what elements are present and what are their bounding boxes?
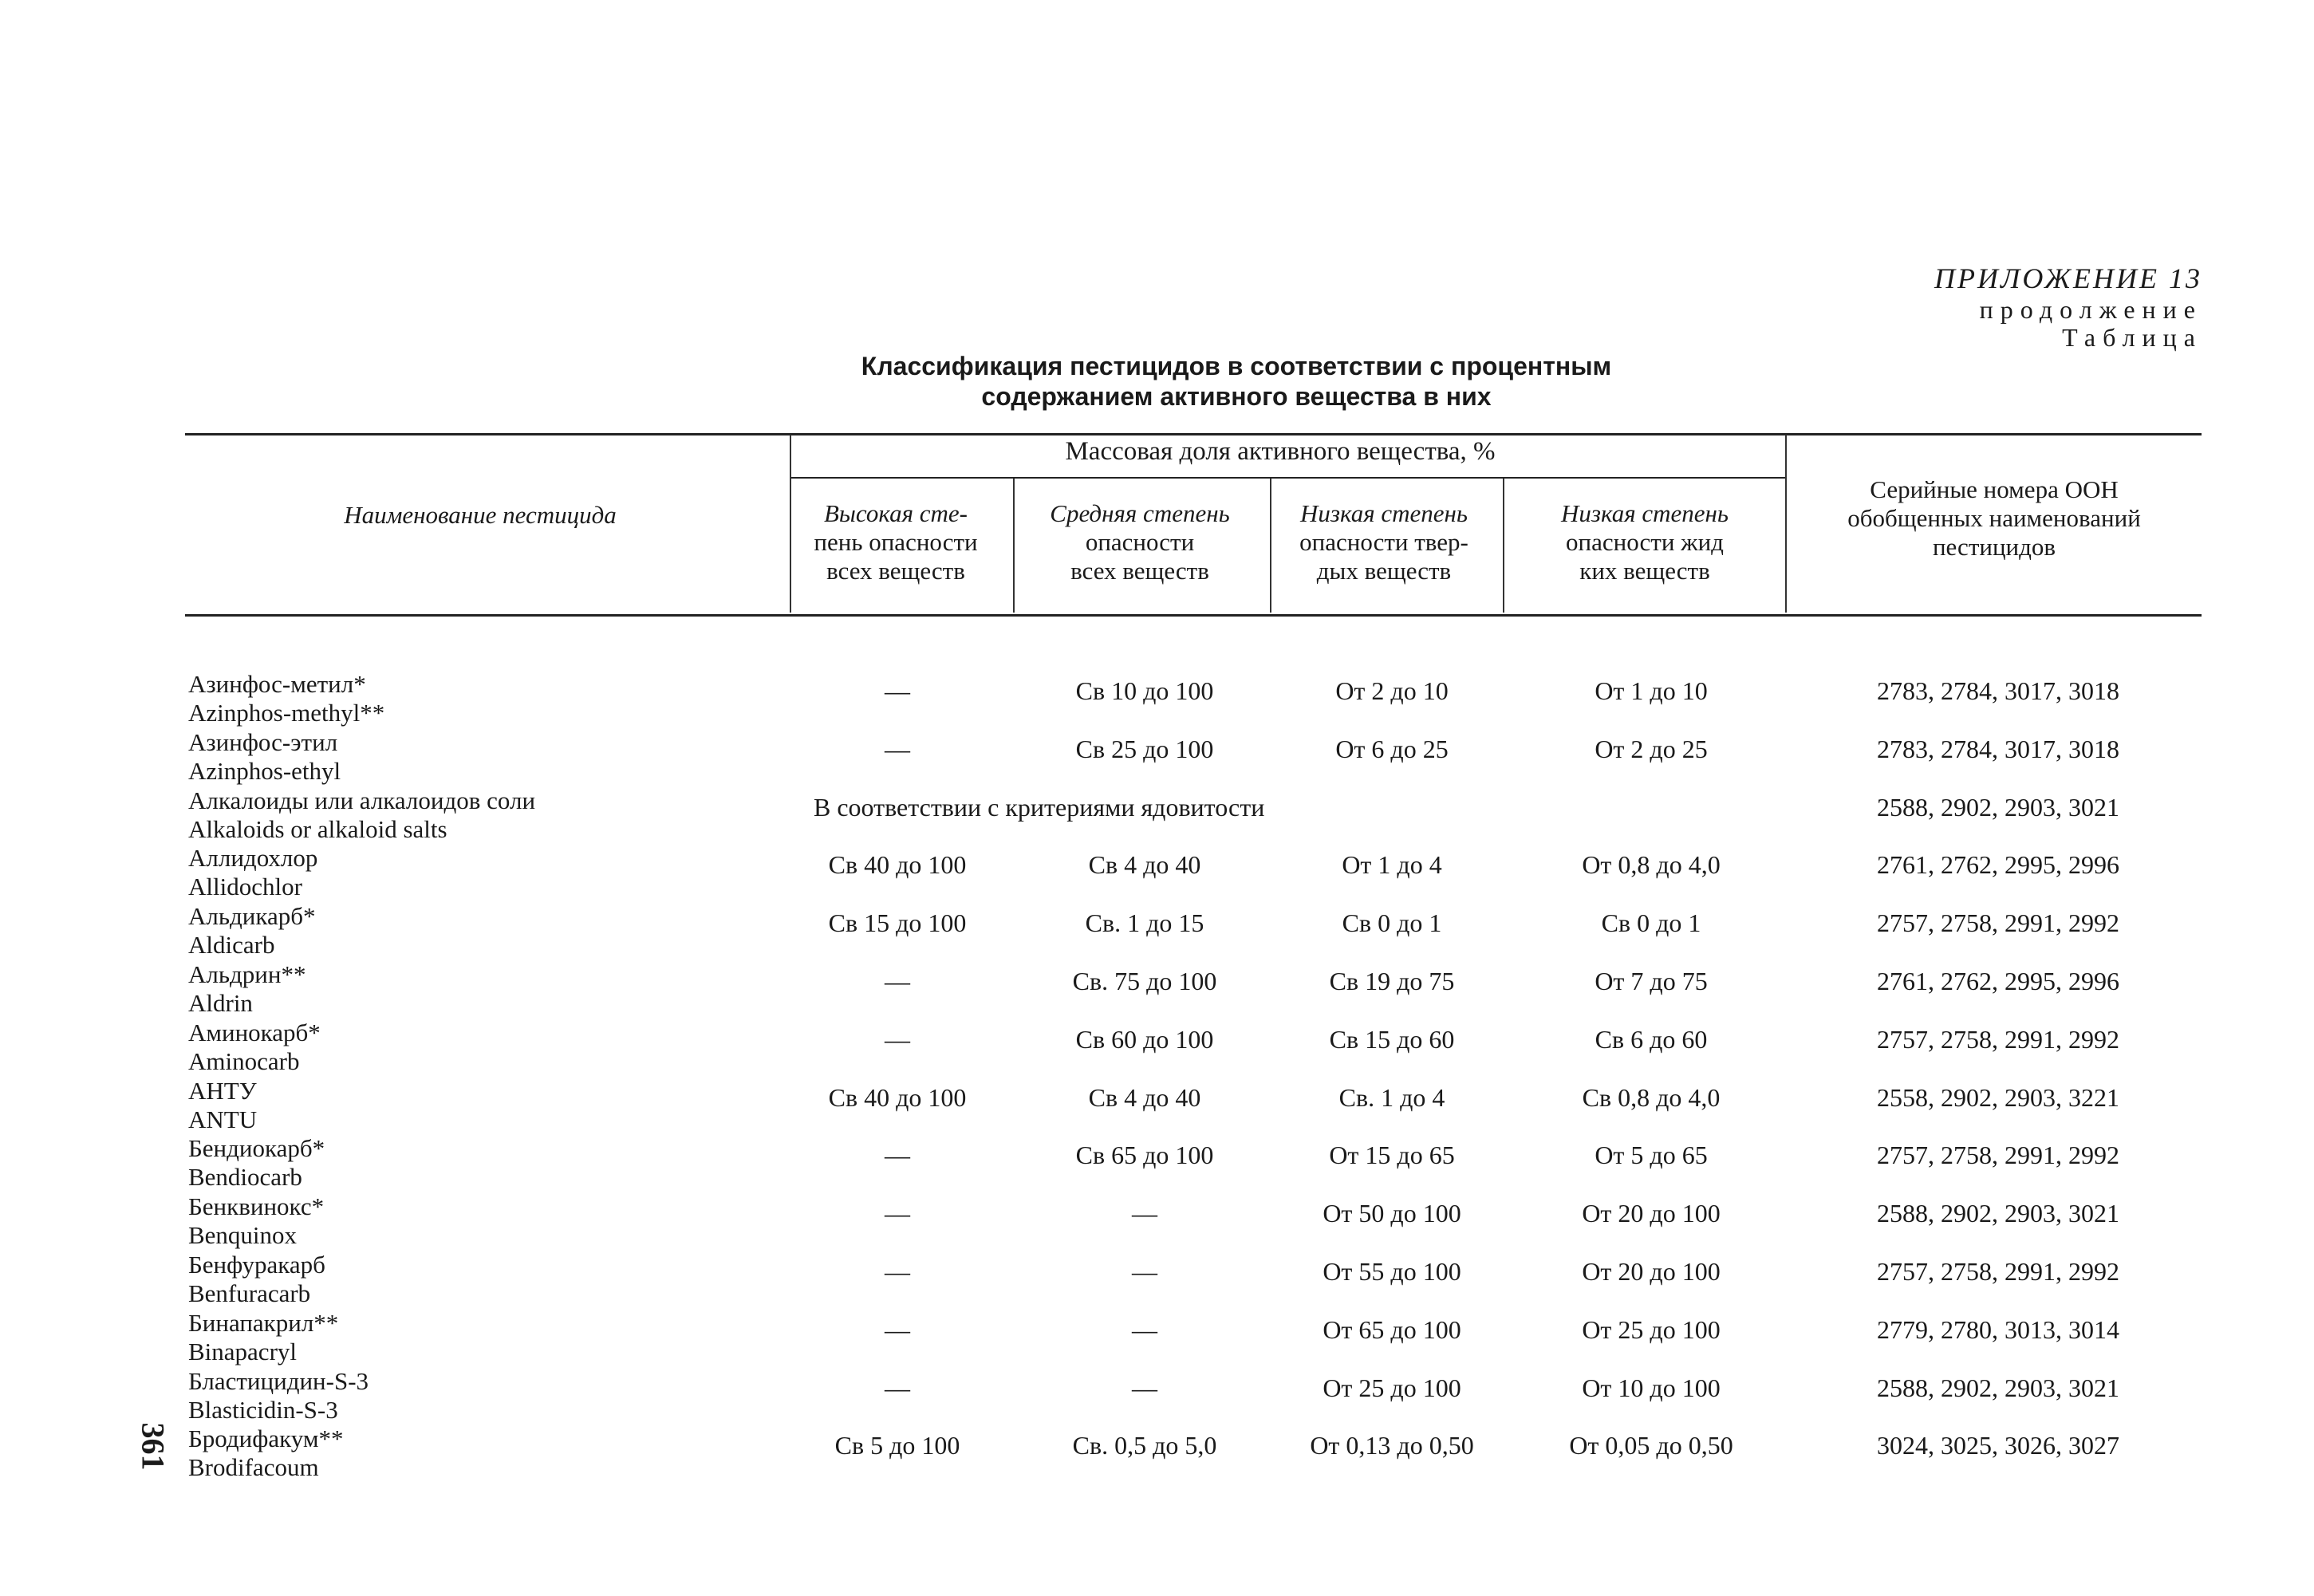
- medium-hazard-value: Св. 1 до 15: [1085, 908, 1204, 938]
- pesticide-name-ru: Аллидохлор: [188, 844, 318, 873]
- pesticide-name-en: Benfuracarb: [188, 1279, 311, 1307]
- low-solid-value: От 1 до 4: [1342, 850, 1442, 880]
- pesticide-name: [188, 1367, 369, 1425]
- low-solid-value: От 55 до 100: [1323, 1257, 1461, 1286]
- pesticide-name-en: Bendiocarb: [188, 1163, 302, 1192]
- pesticide-name-en: Binapacryl: [188, 1337, 298, 1365]
- pesticide-name: [188, 1192, 324, 1250]
- header-low-solid-line: опасности твер-: [1299, 528, 1468, 556]
- low-solid-value: От 0,13 до 0,50: [1310, 1431, 1474, 1460]
- low-liquid-value: Св 0,8 до 4,0: [1582, 1082, 1721, 1112]
- medium-hazard-value: Св 4 до 40: [1088, 1082, 1201, 1112]
- low-solid-value: От 25 до 100: [1323, 1373, 1461, 1402]
- pesticide-name-en: Aminocarb: [188, 1046, 300, 1075]
- table-row: [0, 902, 2314, 960]
- table-row: [0, 670, 2314, 727]
- header-top-rule: [185, 433, 2202, 435]
- low-liquid-value: От 25 до 100: [1582, 1314, 1721, 1344]
- high-hazard-value: —: [885, 734, 910, 763]
- pesticide-name-en: Aldrin: [188, 989, 253, 1017]
- pesticide-name: [188, 1077, 257, 1134]
- header-low-liquid: [1503, 499, 1787, 585]
- pesticide-name-ru: Азинфос-этил: [188, 727, 338, 756]
- pesticide-name: [188, 960, 306, 1018]
- pesticide-name-ru: Азинфос-метил*: [188, 670, 366, 698]
- low-solid-value: От 15 до 65: [1329, 1141, 1455, 1170]
- pesticide-name-en: Aldicarb: [188, 931, 275, 960]
- un-number-value: 2757, 2758, 2991, 2992: [1877, 1257, 2119, 1286]
- high-hazard-value: —: [885, 1141, 910, 1170]
- low-liquid-value: Св 6 до 60: [1595, 1024, 1708, 1054]
- low-solid-value: От 6 до 25: [1335, 734, 1449, 763]
- table-row: [0, 728, 2314, 786]
- medium-hazard-value: —: [1132, 1199, 1157, 1228]
- table-title: [718, 351, 1755, 412]
- un-number-value: 2783, 2784, 3017, 3018: [1877, 734, 2119, 763]
- low-solid-value: Св 19 до 75: [1329, 967, 1455, 995]
- pesticide-name: [188, 1309, 338, 1366]
- low-liquid-value: От 20 до 100: [1582, 1199, 1721, 1228]
- pesticide-name-ru: Бинапакрил**: [188, 1308, 339, 1337]
- header-medium-line: всех веществ: [1070, 557, 1209, 585]
- medium-hazard-value: —: [1132, 1373, 1157, 1402]
- low-solid-value: От 65 до 100: [1323, 1314, 1461, 1344]
- pesticide-name: [188, 786, 535, 844]
- un-number-value: 2588, 2902, 2903, 3021: [1877, 1373, 2119, 1402]
- medium-hazard-value: Св 25 до 100: [1075, 734, 1214, 763]
- un-number-value: 2757, 2758, 2991, 2992: [1877, 1024, 2119, 1054]
- low-solid-value: От 2 до 10: [1335, 676, 1449, 705]
- header-pesticide-name: Наименование пестицида: [344, 501, 617, 529]
- header-un-line: Серийные номера ООН: [1870, 475, 2119, 503]
- high-hazard-value: —: [885, 1257, 910, 1286]
- medium-hazard-value: Св 4 до 40: [1088, 850, 1201, 880]
- appendix-label: ПРИЛОЖЕНИЕ 13: [1934, 262, 2202, 294]
- medium-hazard-value: Св. 75 до 100: [1072, 967, 1217, 995]
- table-word-label: Таблица: [2062, 323, 2202, 352]
- pesticide-name-en: Brodifacoum: [188, 1453, 319, 1482]
- table-row: [0, 786, 2314, 844]
- mass-fraction-rule: [790, 477, 1787, 479]
- header-high-line: пень опасности: [814, 528, 978, 556]
- header-un-line: обобщенных наименований: [1847, 504, 2141, 532]
- pesticide-name: [188, 844, 317, 901]
- pesticide-name: [188, 1134, 325, 1192]
- pesticide-name: [188, 1251, 325, 1308]
- table-row: [0, 1422, 2314, 1482]
- page-number: 361: [135, 1422, 171, 1471]
- table-row: [0, 1251, 2314, 1308]
- pesticide-name-ru: АНТУ: [188, 1076, 257, 1105]
- header-medium-hazard: [1013, 499, 1267, 585]
- low-solid-value: Св 0 до 1: [1342, 908, 1442, 938]
- pesticide-name-ru: Альдрин**: [188, 960, 306, 988]
- pesticide-name: [188, 1425, 343, 1482]
- high-hazard-value: —: [885, 676, 910, 705]
- pesticide-name: [188, 1019, 321, 1076]
- pesticide-name-en: Azinphos-ethyl: [188, 756, 341, 785]
- un-number-value: 2558, 2902, 2903, 3221: [1877, 1082, 2119, 1112]
- pesticide-name-ru: Бластицидин-S-3: [188, 1366, 369, 1395]
- low-solid-value: Св. 1 до 4: [1338, 1082, 1445, 1112]
- un-number-value: 2757, 2758, 2991, 2992: [1877, 908, 2119, 938]
- header-high-line: Высокая сте-: [823, 499, 968, 527]
- un-number-value: 2588, 2902, 2903, 3021: [1877, 1199, 2119, 1228]
- table-title-line-2: содержанием активного вещества в них: [981, 382, 1492, 411]
- header-high-line: всех веществ: [826, 557, 965, 585]
- high-hazard-value: —: [885, 967, 910, 995]
- medium-hazard-value: Св 10 до 100: [1075, 676, 1214, 705]
- un-number-value: 2783, 2784, 3017, 3018: [1877, 676, 2119, 705]
- pesticide-name-en: Azinphos-methyl**: [188, 699, 385, 727]
- header-un-numbers: [1787, 475, 2202, 562]
- header-low-liquid-line: ких веществ: [1579, 557, 1710, 585]
- medium-hazard-value: —: [1132, 1257, 1157, 1286]
- un-number-value: 2779, 2780, 3013, 3014: [1877, 1314, 2119, 1344]
- table-title-line-1: Классификация пестицидов в соответствии с процентным: [861, 352, 1612, 380]
- table-row: [0, 1019, 2314, 1076]
- medium-hazard-value: —: [1132, 1314, 1157, 1344]
- header-low-solid: [1270, 499, 1498, 585]
- table-row: [0, 960, 2314, 1018]
- pesticide-name-ru: Бенквинокс*: [188, 1192, 325, 1221]
- header-mass-fraction: Массовая доля активного вещества, %: [1065, 437, 1496, 466]
- un-number-value: 3024, 3025, 3026, 3027: [1877, 1431, 2119, 1460]
- low-liquid-value: От 2 до 25: [1595, 734, 1708, 763]
- header-bottom-rule: [185, 614, 2202, 617]
- table-row: [0, 1134, 2314, 1192]
- pesticide-name-ru: Альдикарб*: [188, 902, 316, 931]
- table-row: [0, 1309, 2314, 1366]
- pesticide-name-en: Allidochlor: [188, 873, 302, 901]
- high-hazard-value: Св 5 до 100: [834, 1431, 960, 1460]
- high-hazard-value: —: [885, 1199, 910, 1228]
- pesticide-name-en: Benquinox: [188, 1221, 298, 1250]
- pesticide-name-en: ANTU: [188, 1105, 258, 1133]
- high-hazard-value: —: [885, 1314, 910, 1344]
- low-solid-value: От 50 до 100: [1323, 1199, 1461, 1228]
- pesticide-name: [188, 902, 315, 960]
- low-liquid-value: От 0,05 до 0,50: [1569, 1431, 1733, 1460]
- low-liquid-value: Св 0 до 1: [1601, 908, 1701, 938]
- pesticide-name-ru: Алкалоиды или алкалоидов соли: [188, 786, 536, 814]
- criteria-note: В соответствии с критериями ядовитости: [814, 792, 1265, 822]
- low-liquid-value: От 1 до 10: [1595, 676, 1708, 705]
- medium-hazard-value: Св 65 до 100: [1075, 1141, 1214, 1170]
- table-row: [0, 1367, 2314, 1425]
- table-row: [0, 1192, 2314, 1250]
- high-hazard-value: Св 40 до 100: [828, 1082, 967, 1112]
- low-liquid-value: От 20 до 100: [1582, 1257, 1721, 1286]
- high-hazard-value: —: [885, 1024, 910, 1054]
- pesticide-name-ru: Аминокарб*: [188, 1018, 321, 1046]
- header-low-solid-line: Низкая степень: [1299, 499, 1468, 527]
- header-high-hazard: [783, 499, 1008, 585]
- low-liquid-value: От 10 до 100: [1582, 1373, 1721, 1402]
- pesticide-name-en: Blasticidin-S-3: [188, 1395, 338, 1424]
- un-number-value: 2761, 2762, 2995, 2996: [1877, 850, 2119, 880]
- pesticide-name: [188, 670, 384, 727]
- high-hazard-value: Св 40 до 100: [828, 850, 967, 880]
- header-medium-line: Средняя степень: [1050, 499, 1230, 527]
- header-low-solid-line: дых веществ: [1316, 557, 1452, 585]
- pesticide-name-ru: Бродифакум**: [188, 1425, 344, 1453]
- header-low-liquid-line: опасности жид: [1566, 528, 1724, 556]
- header-medium-line: опасности: [1085, 528, 1195, 556]
- low-solid-value: Св 15 до 60: [1329, 1024, 1455, 1054]
- high-hazard-value: Св 15 до 100: [828, 908, 967, 938]
- pesticide-name-en: Alkaloids or alkaloid salts: [188, 814, 447, 843]
- table-row: [0, 844, 2314, 901]
- un-number-value: 2588, 2902, 2903, 3021: [1877, 792, 2119, 822]
- high-hazard-value: —: [885, 1373, 910, 1402]
- header-low-liquid-line: Низкая степень: [1560, 499, 1729, 527]
- medium-hazard-value: Св 60 до 100: [1075, 1024, 1214, 1054]
- medium-hazard-value: Св. 0,5 до 5,0: [1072, 1431, 1217, 1460]
- un-number-value: 2761, 2762, 2995, 2996: [1877, 967, 2119, 995]
- pesticide-name-ru: Бенфуракарб: [188, 1251, 325, 1279]
- un-number-value: 2757, 2758, 2991, 2992: [1877, 1141, 2119, 1170]
- pesticide-name-ru: Бендиокарб*: [188, 1134, 325, 1163]
- low-liquid-value: От 7 до 75: [1595, 967, 1708, 995]
- continuation-label: продолжение: [1979, 295, 2202, 324]
- low-liquid-value: От 5 до 65: [1595, 1141, 1708, 1170]
- low-liquid-value: От 0,8 до 4,0: [1582, 850, 1721, 880]
- table-row: [0, 1077, 2314, 1134]
- pesticide-name: [188, 728, 341, 786]
- header-un-line: пестицидов: [1932, 533, 2056, 561]
